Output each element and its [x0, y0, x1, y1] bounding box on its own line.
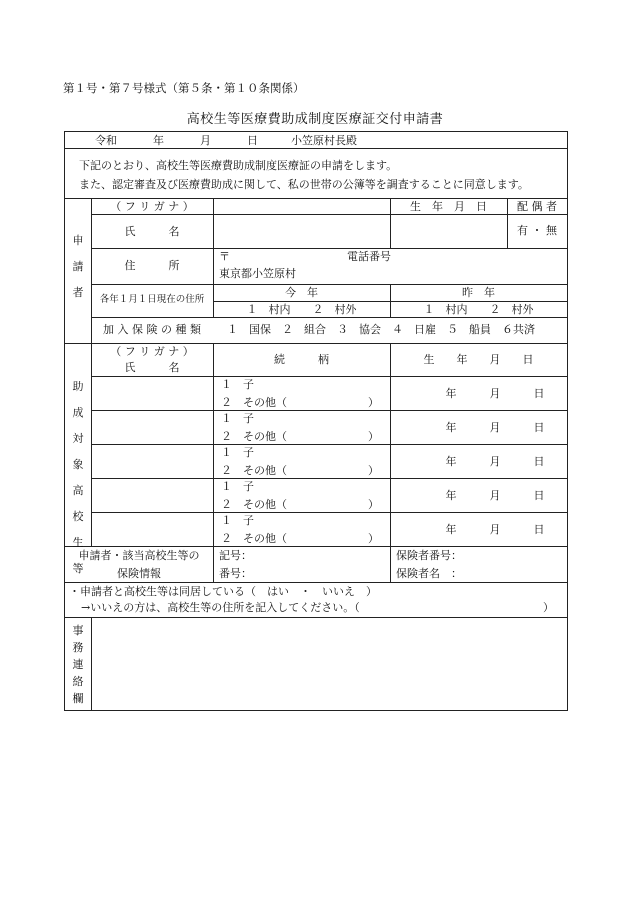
- relation-option-other[interactable]: ２ その他（: [221, 396, 287, 409]
- subjects-birthdate-label: 生 年 月 日: [423, 353, 534, 366]
- addressee: 小笠原村長殿: [291, 134, 357, 147]
- spouse-label: 配 偶 者: [517, 200, 557, 213]
- day-label: 日: [247, 134, 258, 147]
- year-label: 年: [153, 134, 164, 147]
- insurance-symbol-field[interactable]: 記号：: [219, 549, 252, 562]
- intro-line-2: また、認定審査及び医療費助成に関して、私の世帯の公簿等を調査することに同意します。: [79, 178, 529, 191]
- intro-line-1: 下記のとおり、高校生等医療費助成制度医療証の申請をします。: [79, 159, 398, 172]
- relation-option-other[interactable]: ２ その他（: [221, 532, 287, 545]
- applicant-name-label: 氏 名: [124, 225, 180, 238]
- relation-other-close: ）: [368, 430, 379, 443]
- address-label: 住 所: [124, 259, 180, 272]
- applicant-side-label: 申 請 者: [72, 234, 84, 299]
- village-options-last-year[interactable]: １ 村内 ２ 村外: [423, 303, 534, 316]
- insurance-info-label-2: 保険情報: [117, 567, 161, 580]
- relation-other-close: ）: [368, 498, 379, 511]
- applicant-furigana-label: （ フ リ ガ ナ ）: [110, 200, 194, 213]
- subject-birthdate-field[interactable]: 年 月 日: [445, 455, 545, 468]
- subject-birthdate-field[interactable]: 年 月 日: [445, 387, 545, 400]
- spouse-options[interactable]: 有 ・ 無: [517, 224, 557, 237]
- relation-option-other[interactable]: ２ その他（: [221, 464, 287, 477]
- relation-option-other[interactable]: ２ その他（: [221, 430, 287, 443]
- cohabit-address-prompt[interactable]: →いいえの方は、高校生等の住所を記入してください。（: [81, 601, 360, 614]
- birthdate-label: 生 年 月 日: [410, 200, 487, 213]
- village-options-this-year[interactable]: １ 村内 ２ 村外: [246, 303, 357, 316]
- insurance-options[interactable]: １ 国保 ２ 組合 ３ 協会 ４ 日雇 ５ 船員 ６共済: [227, 323, 535, 336]
- office-side-label: 事 務 連 絡 欄: [72, 624, 84, 705]
- cohabit-question[interactable]: ・申請者と高校生等は同居している（ はい ・ いいえ ）: [69, 585, 377, 598]
- relation-option-child[interactable]: １ 子: [221, 514, 254, 527]
- postal-mark: 〒: [219, 250, 230, 263]
- subject-birthdate-field[interactable]: 年 月 日: [445, 489, 545, 502]
- insurance-number-field[interactable]: 番号：: [219, 567, 252, 580]
- insurance-type-label: 加 入 保 険 の 種 類: [103, 323, 201, 336]
- subject-birthdate-field[interactable]: 年 月 日: [445, 421, 545, 434]
- subjects-furigana-label: （ フ リ ガ ナ ）: [110, 345, 194, 358]
- insurer-name-field[interactable]: 保険者名 ：: [396, 567, 462, 580]
- application-form: [64, 131, 568, 711]
- form-number: 第１号・第７号様式（第５条・第１０条関係）: [63, 81, 305, 95]
- last-year-label: 昨 年: [462, 286, 495, 299]
- insurance-info-label-1: 申請者・該当高校生等の: [78, 549, 200, 562]
- relation-option-child[interactable]: １ 子: [221, 412, 254, 425]
- subjects-side-label: 助 成 対 象 高 校 生 等: [72, 380, 84, 575]
- insurer-number-field[interactable]: 保険者番号：: [396, 549, 462, 562]
- relation-other-close: ）: [368, 396, 379, 409]
- office-notes-area[interactable]: [92, 618, 566, 710]
- relation-other-close: ）: [368, 532, 379, 545]
- relation-other-close: ）: [368, 464, 379, 477]
- relation-label: 続 柄: [274, 353, 329, 366]
- relation-option-child[interactable]: １ 子: [221, 480, 254, 493]
- cohabit-address-close: ）: [543, 601, 554, 614]
- subjects-name-label: 氏 名: [124, 361, 180, 374]
- this-year-label: 今 年: [285, 286, 318, 299]
- era-label: 令和: [95, 134, 117, 147]
- document-title: 高校生等医療費助成制度医療証交付申請書: [186, 112, 444, 127]
- relation-option-other[interactable]: ２ その他（: [221, 498, 287, 511]
- relation-option-child[interactable]: １ 子: [221, 378, 254, 391]
- jan1-address-label: 各年１月１日現在の住所: [99, 294, 205, 305]
- month-label: 月: [200, 134, 211, 147]
- relation-option-child[interactable]: １ 子: [221, 446, 254, 459]
- address-prefill[interactable]: 東京都小笠原村: [219, 267, 296, 280]
- phone-label: 電話番号: [347, 250, 391, 263]
- subject-birthdate-field[interactable]: 年 月 日: [445, 523, 545, 536]
